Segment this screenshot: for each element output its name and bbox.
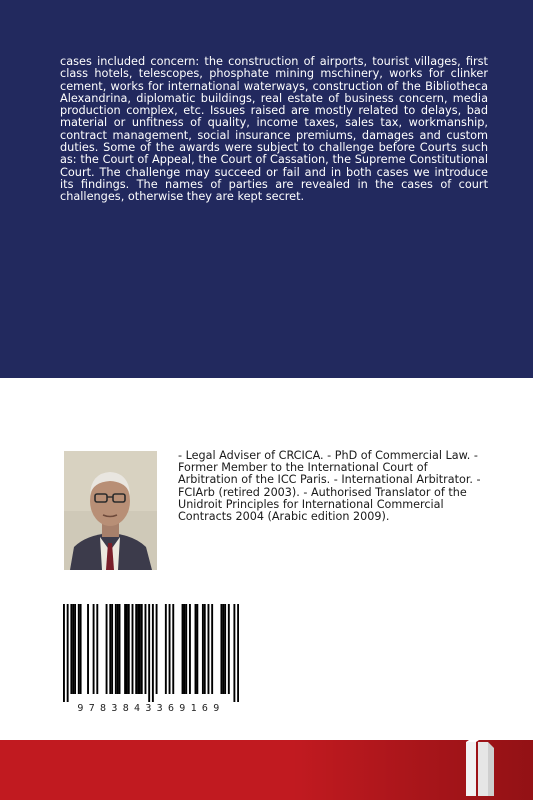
barcode-bar	[87, 604, 89, 694]
barcode-bar	[183, 604, 185, 694]
barcode-bar	[128, 604, 130, 694]
barcode-bar	[156, 604, 158, 694]
isbn-number: 9783843369169	[77, 703, 225, 714]
barcode-bar	[182, 604, 184, 694]
barcode-bar	[165, 604, 167, 694]
barcode-bar	[185, 604, 187, 694]
barcode-bar	[211, 604, 213, 694]
barcode-bar	[67, 604, 69, 702]
author-bio: - Legal Adviser of CRCICA. - PhD of Commercial Law. - Former Member to the International Court of Arbitration of the ICC Paris. - International Arbitrator. - FCIArb (retired 2003). - Authorised Translator of the Unidroit Principles for International Commercial Contracts 2004 (Arabic edition 2009).	[178, 449, 481, 524]
barcode-bar	[74, 604, 76, 694]
barcode-bar	[152, 604, 154, 702]
barcode-bar	[111, 604, 113, 694]
barcode-bar	[224, 604, 226, 694]
barcode-bar	[196, 604, 198, 694]
author-photo	[64, 451, 157, 570]
barcode-bar	[139, 604, 141, 694]
barcode-bar	[72, 604, 74, 694]
barcode-bar	[106, 604, 108, 694]
barcode-bar	[109, 604, 111, 694]
barcode-bar	[222, 604, 224, 694]
barcode-bar	[96, 604, 98, 694]
barcode-bar	[237, 604, 239, 702]
barcode-bar	[228, 604, 230, 694]
barcode-bar	[233, 604, 235, 702]
barcode-bar	[132, 604, 134, 694]
author-portrait-graphic	[64, 451, 157, 570]
barcode-bar	[195, 604, 197, 694]
barcode-bar	[78, 604, 80, 694]
barcode-bar	[189, 604, 191, 694]
barcode-bar	[172, 604, 174, 694]
barcode-bar	[135, 604, 137, 694]
barcode-bar	[169, 604, 171, 694]
isbn-barcode	[63, 604, 239, 724]
barcode-bar	[148, 604, 150, 702]
barcode-bar	[93, 604, 95, 694]
barcode-bar	[119, 604, 121, 694]
barcode-bars	[63, 604, 239, 702]
publisher-logo-icon	[452, 738, 502, 800]
back-cover-top-panel	[0, 0, 533, 378]
barcode-bar	[145, 604, 147, 694]
barcode-bar	[117, 604, 119, 694]
barcode-bar	[220, 604, 222, 694]
barcode-bar	[202, 604, 204, 694]
barcode-bar	[137, 604, 139, 694]
barcode-bar	[204, 604, 206, 694]
barcode-bar	[126, 604, 128, 694]
barcode-bar	[124, 604, 126, 694]
barcode-bar	[63, 604, 65, 702]
book-description: cases included concern: the construction of airports, tourist villages, first class hotels, telescopes, phosphate mining mschinery, works for clinker cement, works for international waterways, construction of the Bibliotheca Alexandrina, diplomatic buildings, real estate of business concern, media production complex, etc. Issues raised are mostly related to delays, bad material or unfitness of quality, income taxes, sales tax, workmanship, contract management, social insurance premiums, damages and custom duties. Some of the awards were subject to challenge before Courts such as: the Court of Appeal, the Court of Cassation, the Supreme Constitutional Court. The challenge may succeed or fail and in both cases we introduce its findings. The names of parties are revealed in the cases of court challenges, otherwise they are kept secret.	[60, 55, 488, 204]
barcode-bar	[80, 604, 82, 694]
barcode-bar	[115, 604, 117, 694]
barcode-bar	[70, 604, 72, 694]
barcode-bar	[141, 604, 143, 694]
barcode-bar	[208, 604, 210, 694]
